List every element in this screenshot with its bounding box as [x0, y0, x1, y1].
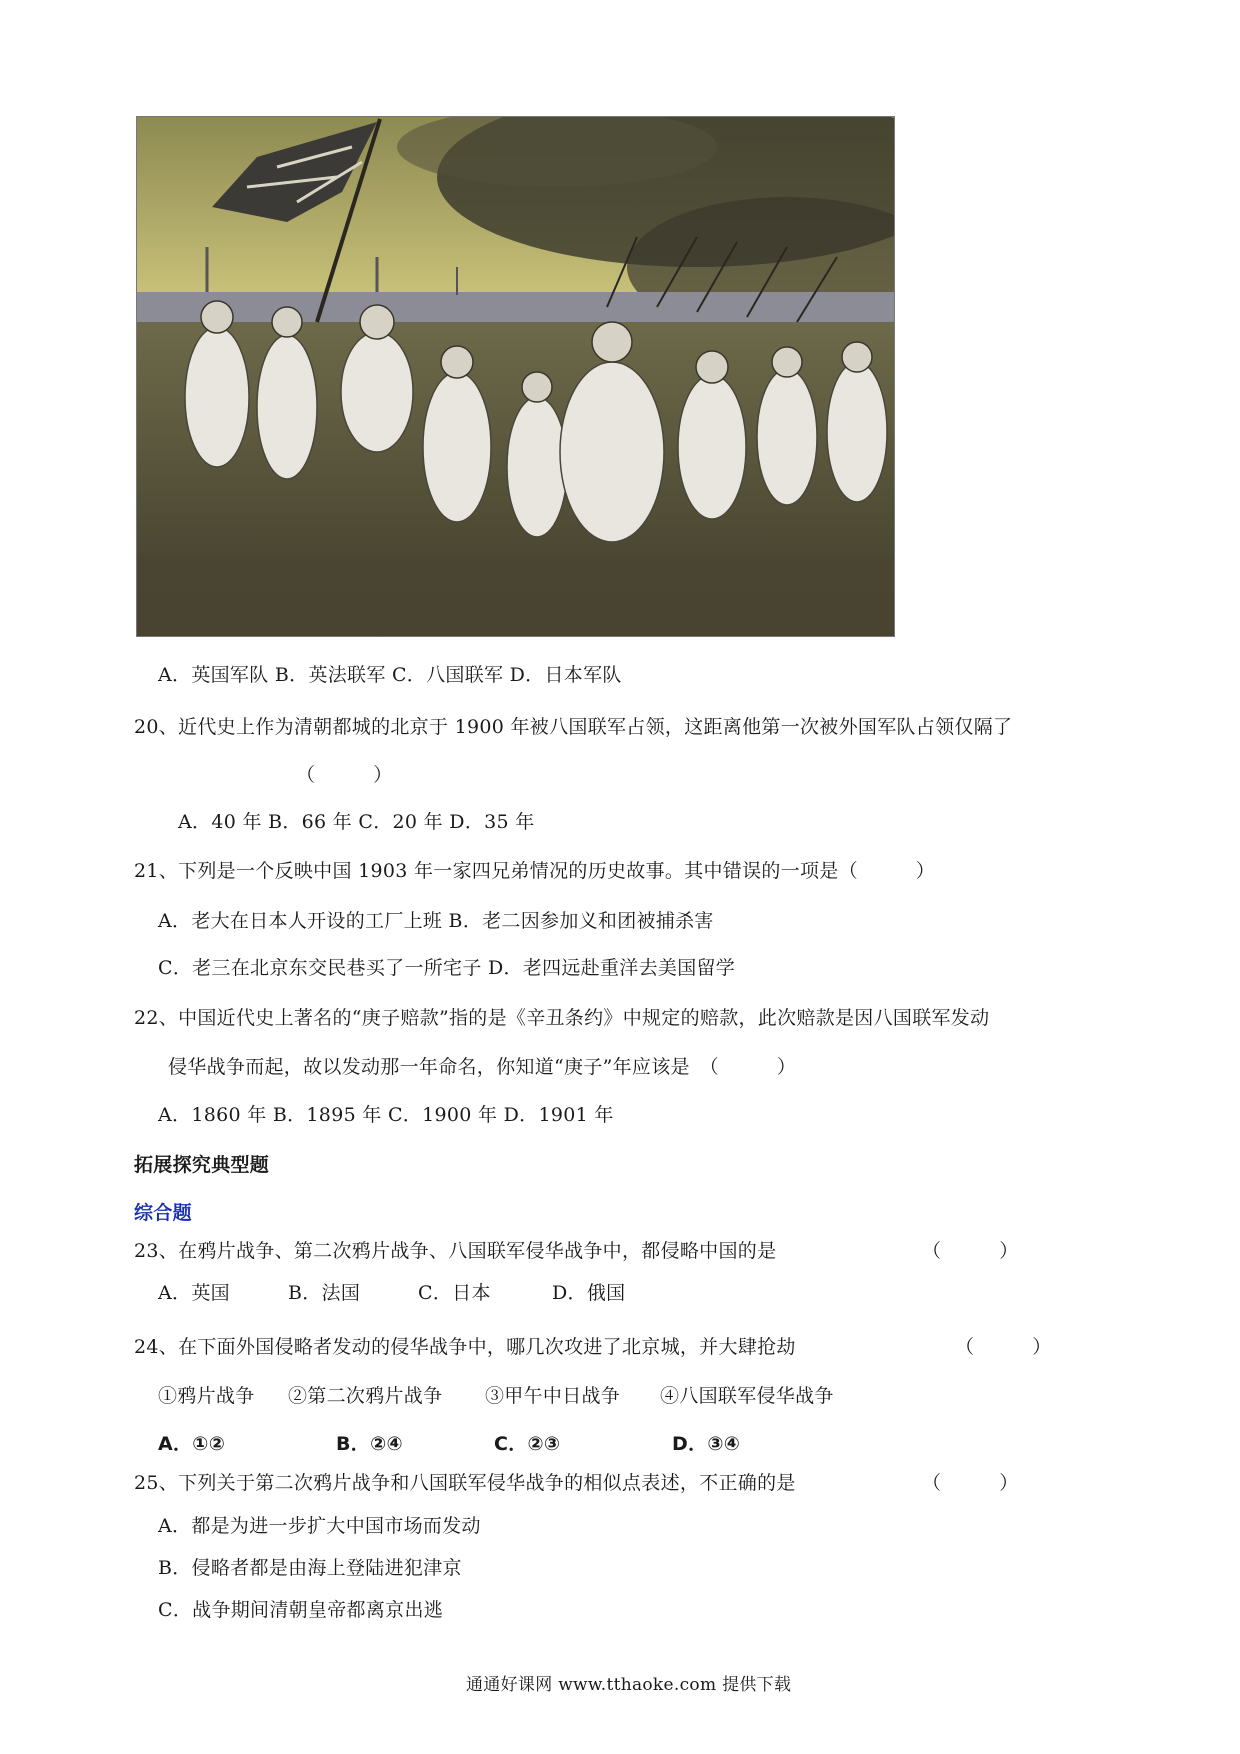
q23-option-b: B．法国: [288, 1282, 361, 1304]
q23-option-a: A．英国: [158, 1282, 230, 1304]
q24-option-b: B．②④: [336, 1433, 403, 1455]
q23-option-d: D．俄国: [552, 1282, 626, 1304]
q23-option-c: C．日本: [418, 1282, 491, 1304]
q24-item-4: ④八国联军侵华战争: [660, 1385, 834, 1407]
q23-blank: （ ）: [922, 1240, 1019, 1262]
q24-item-2: ②第二次鸦片战争: [288, 1385, 443, 1407]
q22-stem-line-1: 22、中国近代史上著名的“庚子赔款”指的是《辛丑条约》中规定的赔款，此次赔款是因八国联军发动: [134, 1007, 990, 1029]
q21-options-line-2: C．老三在北京东交民巷买了一所宅子 D．老四远赴重洋去美国留学: [158, 957, 736, 979]
q25-option-a: A．都是为进一步扩大中国市场而发动: [158, 1515, 481, 1537]
q24-option-c: C．②③: [494, 1433, 561, 1455]
q22-stem-line-2: 侵华战争而起，故以发动那一年命名，你知道“庚子”年应该是 （ ）: [168, 1056, 797, 1078]
page-footer: 通通好课网 www.tthaoke.com 提供下载: [466, 1675, 792, 1695]
troops-with-flag-illustration: [137, 117, 894, 636]
q24-option-d: D．③④: [672, 1433, 741, 1455]
q23-stem: 23、在鸦片战争、第二次鸦片战争、八国联军侵华战争中，都侵略中国的是: [134, 1240, 777, 1262]
section-title: 拓展探究典型题: [134, 1154, 270, 1176]
q24-blank: （ ）: [955, 1336, 1052, 1358]
subsection-title: 综合题: [134, 1202, 192, 1224]
q21-options-line-1: A．老大在日本人开设的工厂上班 B．老二因参加义和团被捕杀害: [158, 910, 714, 932]
q25-blank: （ ）: [922, 1472, 1019, 1494]
q24-stem: 24、在下面外国侵略者发动的侵华战争中，哪几次攻进了北京城，并大肆抢劫: [134, 1336, 796, 1358]
historical-battle-photo: [136, 116, 895, 637]
q20-stem: 20、近代史上作为清朝都城的北京于 1900 年被八国联军占领，这距离他第一次被外国军队占领仅隔了: [134, 716, 1013, 738]
q21-stem: 21、下列是一个反映中国 1903 年一家四兄弟情况的历史故事。其中错误的一项是（ ）: [134, 860, 936, 882]
q20-blank: （ ）: [296, 764, 393, 786]
q24-item-3: ③甲午中日战争: [485, 1385, 621, 1407]
q25-stem: 25、下列关于第二次鸦片战争和八国联军侵华战争的相似点表述，不正确的是: [134, 1472, 796, 1494]
q20-options: A．40 年 B．66 年 C．20 年 D．35 年: [178, 811, 535, 833]
q25-option-c: C．战争期间清朝皇帝都离京出逃: [158, 1599, 444, 1621]
q24-option-a: A．①②: [158, 1433, 226, 1455]
q24-item-1: ①鸦片战争: [158, 1385, 255, 1407]
q22-options: A．1860 年 B．1895 年 C．1900 年 D．1901 年: [158, 1104, 614, 1126]
q25-option-b: B．侵略者都是由海上登陆进犯津京: [158, 1557, 462, 1579]
q19-options: A．英国军队 B．英法联军 C．八国联军 D．日本军队: [158, 664, 622, 686]
